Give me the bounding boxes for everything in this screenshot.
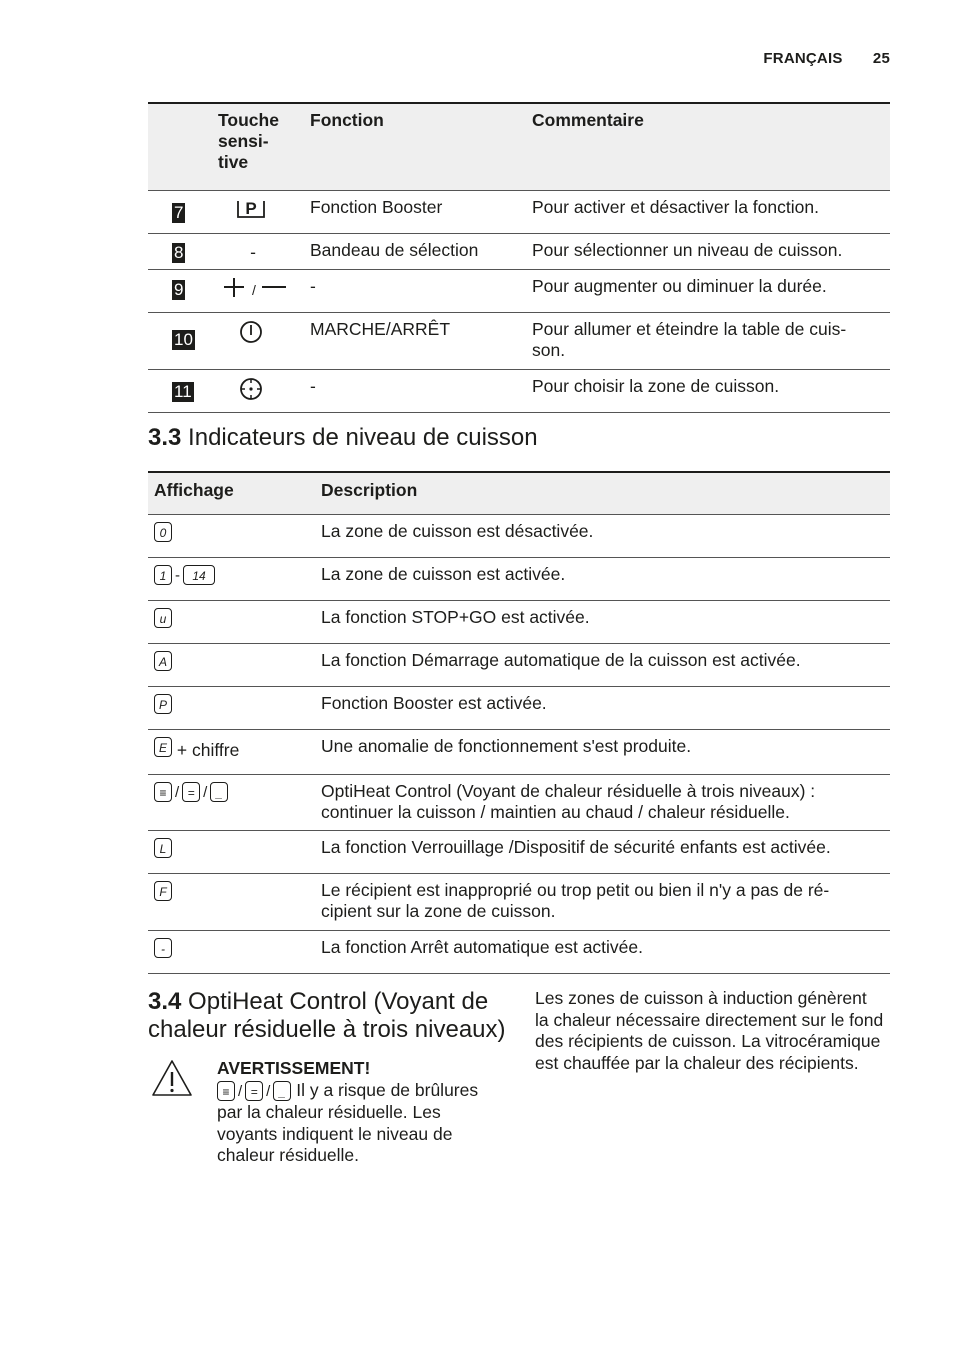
display-symbol: 14 xyxy=(183,565,215,585)
function-cell: Bandeau de sélection xyxy=(310,240,479,260)
table-header-row xyxy=(148,472,890,515)
description-cell: La fonction Arrêt automatique est activée. xyxy=(321,937,643,957)
warning-title: AVERTISSEMENT! xyxy=(217,1058,371,1078)
description-cell: La fonction Démarrage automatique de la cuisson est activée. xyxy=(321,650,801,670)
item-number: 7 xyxy=(174,203,184,222)
table-row: 1 - 14 La zone de cuisson est activée. xyxy=(148,558,890,601)
dash-symbol: - xyxy=(250,242,256,262)
display-symbol: 1 xyxy=(154,565,172,585)
induction-paragraph: Les zones de cuisson à induction génèrent la chaleur nécessaire directement sur le fond des récipients de cuisson. La vitrocéramique est chauffée par la chaleur des récipients. xyxy=(535,988,884,1073)
warning-text: ≡ / = / _ Il y a risque de brûlures par la chaleur résiduelle. Les voyants indiquent le niveau de chaleur résiduelle. xyxy=(217,1079,479,1165)
table-row xyxy=(148,601,890,644)
section-3-3-title xyxy=(148,424,538,452)
function-cell: - xyxy=(310,276,316,296)
item-number: 9 xyxy=(174,280,184,299)
page-number: 25 xyxy=(872,50,890,67)
display-suffix: + chiffre xyxy=(176,740,240,760)
description-cell: Une anomalie de fonctionnement s'est produite. xyxy=(321,736,692,756)
table-row xyxy=(148,191,890,234)
description-cell: La fonction Verrouillage /Dispositif de sécurité enfants est activée. xyxy=(321,837,831,857)
description-cell: La fonction STOP+GO est activée. xyxy=(321,607,590,627)
item-number: 10 xyxy=(174,330,193,349)
section-3-4-title xyxy=(148,988,513,1044)
description-cell: La zone de cuisson est activée. xyxy=(321,564,566,584)
plus-minus-icon xyxy=(218,276,288,305)
power-icon xyxy=(216,319,286,350)
display-symbol: P xyxy=(154,694,172,714)
table-row xyxy=(148,874,890,931)
section-number: 3.3 xyxy=(148,424,182,451)
svg-text:P: P xyxy=(245,199,257,218)
display-symbol: 0 xyxy=(154,522,172,542)
header-cell-description: Description xyxy=(321,472,890,515)
comment-cell: Pour activer et désactiver la fonction. xyxy=(532,197,819,217)
table-row xyxy=(148,270,890,313)
display-symbol: - xyxy=(154,938,172,958)
function-cell: Fonction Booster xyxy=(310,197,443,217)
display-symbol: = xyxy=(182,782,200,802)
description-cell: La zone de cuisson est désactivée. xyxy=(321,521,594,541)
comment-cell: Pour choisir la zone de cuisson. xyxy=(532,376,780,396)
touch-controls-table xyxy=(148,102,890,413)
table-row: ≡ / = / _ OptiHeat Control (Voyant de chaleur résiduelle à trois niveaux) : continuer la cuisson / maintien au chaud / chaleur résiduelle. xyxy=(148,775,890,831)
table-row xyxy=(148,931,890,974)
display-symbol: E xyxy=(154,737,172,757)
display-symbol: _ xyxy=(210,782,228,802)
page-header xyxy=(763,48,890,69)
display-symbol: A xyxy=(154,651,172,671)
function-cell: - xyxy=(310,376,316,396)
display-symbol: _ xyxy=(273,1081,291,1101)
comment-cell: Pour augmenter ou diminuer la durée. xyxy=(532,276,827,296)
warning-icon xyxy=(150,1058,194,1103)
header-cell-num xyxy=(148,103,218,191)
table-row xyxy=(148,515,890,558)
display-symbol: F xyxy=(154,881,172,901)
item-number: 8 xyxy=(174,243,184,262)
header-cell-display: Affichage xyxy=(148,472,321,515)
warning-block xyxy=(217,1058,487,1167)
display-symbol: ≡ xyxy=(217,1081,235,1101)
header-cell-comment: Commentaire xyxy=(532,103,890,191)
svg-text:/: / xyxy=(252,282,256,298)
section-title: Indicateurs de niveau de cuisson xyxy=(188,424,538,451)
warning-body: Il y a risque de brûlures par la chaleur résiduelle. Les voyants indiquent le niveau de chaleur résiduelle. xyxy=(217,1079,479,1165)
display-symbol: u xyxy=(154,608,172,628)
item-number: 11 xyxy=(174,382,192,401)
table-row xyxy=(148,730,890,775)
function-cell: MARCHE/ARRÊT xyxy=(310,319,451,339)
description-cell: OptiHeat Control (Voyant de chaleur résiduelle à trois niveaux) : continuer la cuisson / maintien au chaud / chaleur résiduelle. xyxy=(321,781,816,822)
table-row xyxy=(148,370,890,413)
booster-icon xyxy=(216,197,286,226)
display-symbol: L xyxy=(154,838,172,858)
table-row xyxy=(148,687,890,730)
display-symbol: ≡ xyxy=(154,782,172,802)
table-row xyxy=(148,313,890,370)
table-row xyxy=(148,831,890,874)
comment-cell: Pour allumer et éteindre la table de cuis- son. xyxy=(532,319,847,360)
table-row xyxy=(148,644,890,687)
description-cell: Fonction Booster est activée. xyxy=(321,693,547,713)
header-cell-function: Fonction xyxy=(310,103,532,191)
section-number: 3.4 xyxy=(148,988,182,1015)
description-cell: Le récipient est inapproprié ou trop petit ou bien il n'y a pas de ré- cipient sur la zone de cuisson. xyxy=(321,880,830,921)
display-symbol: = xyxy=(245,1081,263,1101)
indicators-table xyxy=(148,471,890,974)
comment-cell: Pour sélectionner un niveau de cuisson. xyxy=(532,240,843,260)
table-row xyxy=(148,234,890,270)
table-header-row xyxy=(148,103,890,191)
header-cell-touch: Touche sensi- tive xyxy=(218,103,310,191)
language-label: FRANÇAIS xyxy=(763,50,843,67)
section-title: OptiHeat Control (Voyant de chaleur résiduelle à trois niveaux) xyxy=(148,988,506,1043)
zone-select-icon xyxy=(216,376,286,407)
